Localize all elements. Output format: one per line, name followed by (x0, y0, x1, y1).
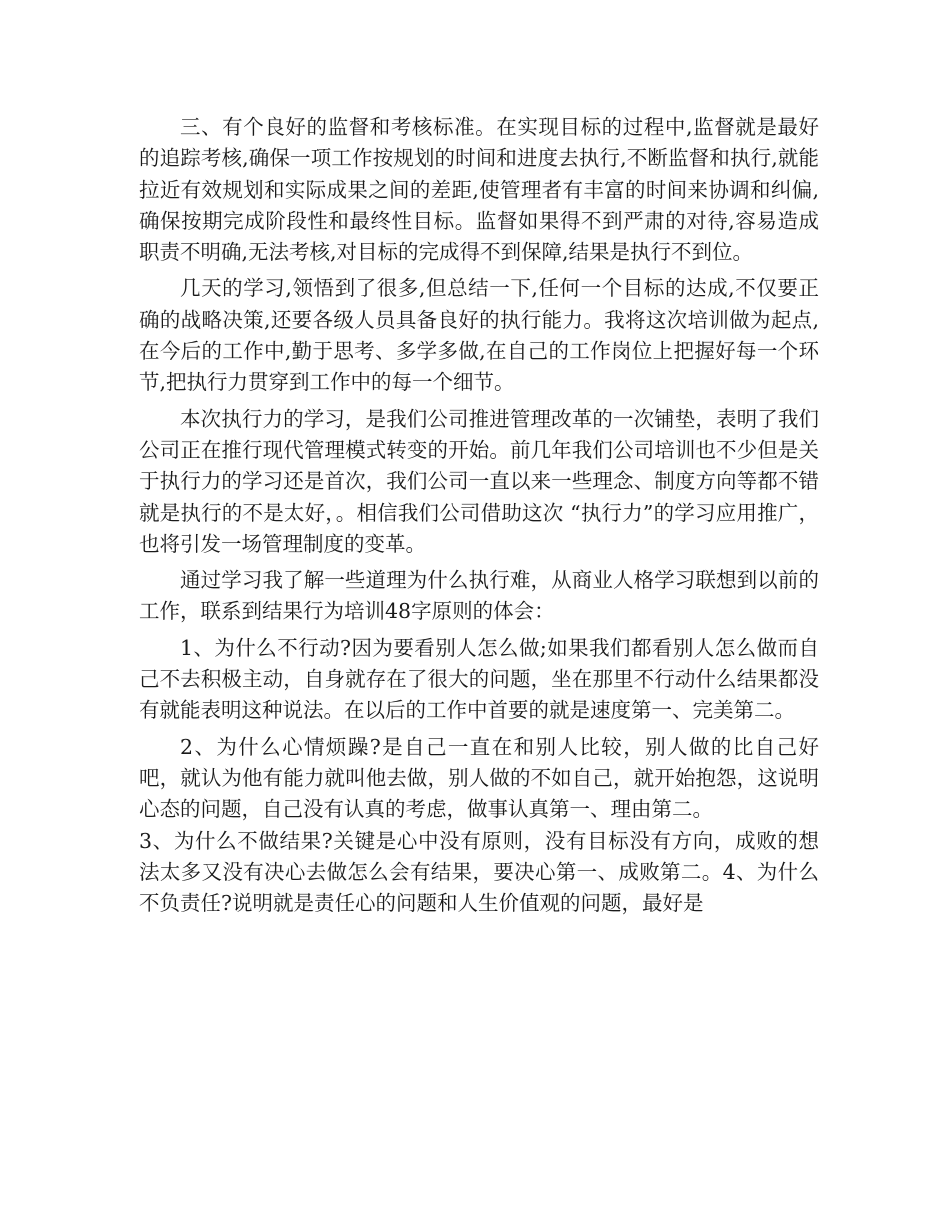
paragraph-point-3-4: 3、为什么不做结果?关键是心中没有原则，没有目标没有方向，成败的想法太多又没有决心去做怎么会有结果，要决心第一、成败第二。4、为什么不负责任?说明就是责任心的问题和人生价值观的问题，最好是 (139, 828, 819, 916)
paragraph-why-execution-hard: 通过学习我了解一些道理为什么执行难，从商业人格学习联想到以前的工作，联系到结果行为培训48字原则的体会： (139, 568, 819, 624)
document-page (139, 112, 819, 924)
paragraph-point-1: 1、为什么不行动?因为要看别人怎么做;如果我们都看别人怎么做而自己不去积极主动，自身就存在了很大的问题，坐在那里不行动什么结果都没有就能表明这种说法。在以后的工作中首要的就是速度第一、完美第二。 (139, 635, 819, 723)
paragraph-execution-training: 本次执行力的学习，是我们公司推进管理改革的一次铺垫，表明了我们公司正在推行现代管理模式转变的开始。前几年我们公司培训也不少但是关于执行力的学习还是首次，我们公司一直以来一些理念、制度方向等都不错就是执行的不是太好，。相信我们公司借助这次 “执行力”的学习应用推广，也将引发一场管理制度的变革。 (139, 406, 819, 556)
paragraph-point-2: 2、为什么心情烦躁?是自己一直在和别人比较，别人做的比自己好吧，就认为他有能力就叫他去做，别人做的不如自己，就开始抱怨，这说明心态的问题，自己没有认真的考虑，做事认真第一、理由第二。 (139, 734, 819, 822)
paragraph-supervision: 三、有个良好的监督和考核标准。在实现目标的过程中,监督就是最好的追踪考核,确保一项工作按规划的时间和进度去执行,不断监督和执行,就能拉近有效规划和实际成果之间的差距,使管理者有丰富的时间来协调和纠偏,确保按期完成阶段性和最终性目标。监督如果得不到严肃的对待,容易造成职责不明确,无法考核,对目标的完成得不到保障,结果是执行不到位。 (139, 115, 819, 265)
paragraph-learning-summary: 几天的学习,领悟到了很多,但总结一下,任何一个目标的达成,不仅要正确的战略决策,还要各级人员具备良好的执行能力。我将这次培训做为起点,在今后的工作中,勤于思考、多学多做,在自己的工作岗位上把握好每一个环节,把执行力贯穿到工作中的每一个细节。 (139, 276, 819, 395)
